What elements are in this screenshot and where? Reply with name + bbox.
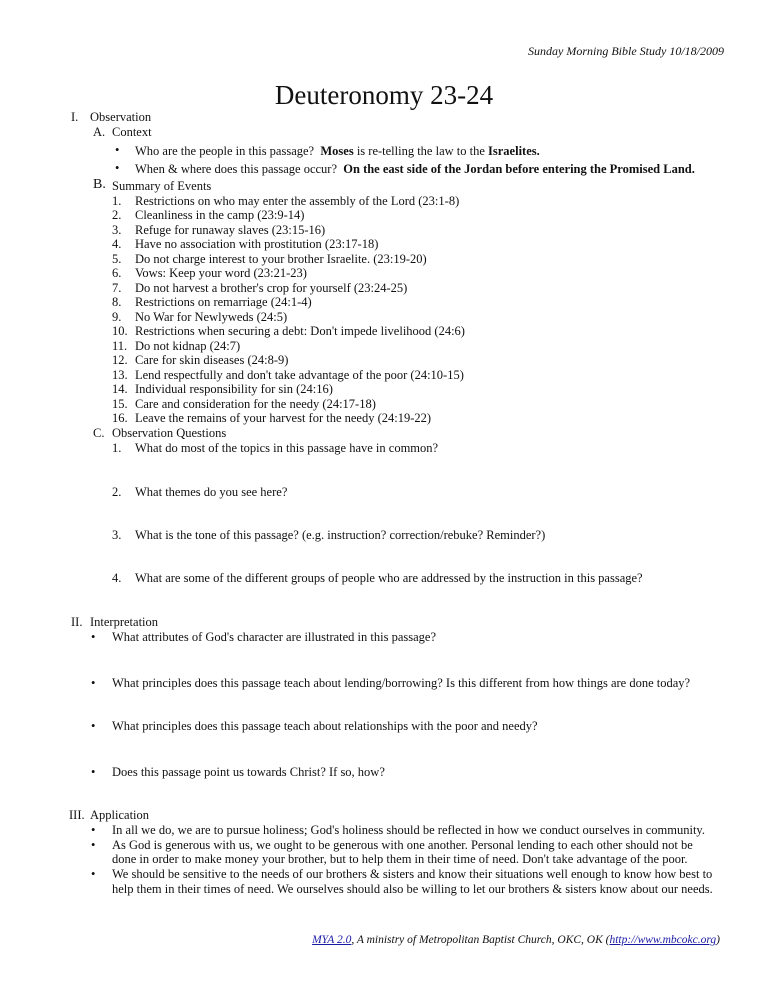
item-number: 6. xyxy=(112,266,122,280)
ministry-link[interactable]: MYA 2.0 xyxy=(312,934,352,946)
observation-question: What is the tone of this passage? (e.g. instruction? correction/rebuke? Reminder?) xyxy=(135,528,546,542)
context-line-2 xyxy=(135,162,695,177)
bullet-icon: • xyxy=(115,161,120,175)
bullet-icon: • xyxy=(91,676,96,690)
subsection-letter: C. xyxy=(93,426,105,440)
bullet-icon: • xyxy=(91,765,96,779)
item-number: 13. xyxy=(112,368,128,382)
observation-question: What themes do you see here? xyxy=(135,485,288,499)
item-number: 15. xyxy=(112,397,128,411)
subsection-letter: A. xyxy=(93,125,106,139)
summary-item: Restrictions when securing a debt: Don't impede livelihood (24:6) xyxy=(135,324,465,338)
summary-item: Restrictions on who may enter the assembly of the Lord (23:1-8) xyxy=(135,194,460,208)
interpretation-question: What principles does this passage teach about relationships with the poor and needy? xyxy=(112,719,538,733)
roman-numeral: I. xyxy=(71,110,79,124)
item-number: 10. xyxy=(112,324,128,338)
application-text: help them in their times of need. We ourselves should also be willing to let our brothers & sisters know about our needs. xyxy=(112,882,713,896)
item-number: 3. xyxy=(112,223,122,237)
context-line-1 xyxy=(135,144,540,159)
context-answer: is re-telling the law to the xyxy=(353,144,489,158)
context-answer-bold: Moses xyxy=(320,144,354,158)
item-number: 2. xyxy=(112,208,122,222)
footer-close: ) xyxy=(716,934,720,946)
summary-item: Individual responsibility for sin (24:16) xyxy=(135,382,333,396)
context-answer-bold: On the east side of the Jordan before entering the Promised Land. xyxy=(343,162,695,176)
page-title: Deuteronomy 23-24 xyxy=(274,80,494,110)
summary-item: Lend respectfully and don't take advantage of the poor (24:10-15) xyxy=(135,368,464,382)
website-link[interactable]: http://www.mbcokc.org xyxy=(609,934,717,946)
summary-item: Do not kidnap (24:7) xyxy=(135,339,241,353)
subsection-heading: Observation Questions xyxy=(112,426,227,440)
application-text: As God is generous with us, we ought to be generous with one another. Personal lending to each other should not be xyxy=(112,838,693,852)
summary-item: Care and consideration for the needy (24:17-18) xyxy=(135,397,376,411)
item-number: 12. xyxy=(112,353,128,367)
subsection-heading: Summary of Events xyxy=(112,179,212,193)
summary-item: Do not harvest a brother's crop for yourself (23:24-25) xyxy=(135,281,408,295)
summary-item: Care for skin diseases (24:8-9) xyxy=(135,353,289,367)
application-text: done in order to make money your brother, but to help them in their time of need. Don't take advantage of the poor. xyxy=(112,852,688,866)
context-answer-bold: Israelites. xyxy=(488,144,540,158)
item-number: 4. xyxy=(112,237,122,251)
summary-item: Leave the remains of your harvest for the needy (24:19-22) xyxy=(135,411,432,425)
roman-numeral: III. xyxy=(69,808,85,822)
bullet-icon: • xyxy=(91,719,96,733)
summary-item: Do not charge interest to your brother Israelite. (23:19-20) xyxy=(135,252,427,266)
bullet-icon: • xyxy=(115,143,120,157)
item-number: 16. xyxy=(112,411,128,425)
subsection-heading: Context xyxy=(112,125,152,139)
item-number: 1. xyxy=(112,194,122,208)
subsection-letter: B. xyxy=(93,177,106,192)
observation-question: What do most of the topics in this passage have in common? xyxy=(135,441,439,455)
bullet-icon: • xyxy=(91,867,96,881)
item-number: 9. xyxy=(112,310,122,324)
context-question: Who are the people in this passage? xyxy=(135,144,315,158)
item-number: 11. xyxy=(112,339,128,353)
section-heading: Interpretation xyxy=(90,615,159,629)
summary-item: Cleanliness in the camp (23:9-14) xyxy=(135,208,305,222)
summary-item: No War for Newlyweds (24:5) xyxy=(135,310,288,324)
application-text: We should be sensitive to the needs of our brothers & sisters and know their situations well enough to know how best to xyxy=(112,867,713,881)
item-number: 14. xyxy=(112,382,128,396)
bullet-icon: • xyxy=(91,823,96,837)
summary-item: Have no association with prostitution (23:17-18) xyxy=(135,237,379,251)
item-number: 5. xyxy=(112,252,122,266)
application-text: In all we do, we are to pursue holiness; God's holiness should be reflected in how we conduct ourselves in community. xyxy=(112,823,705,837)
context-question: When & where does this passage occur? xyxy=(135,162,338,176)
interpretation-question: Does this passage point us towards Christ? If so, how? xyxy=(112,765,385,779)
item-number: 7. xyxy=(112,281,122,295)
page-header: Sunday Morning Bible Study 10/18/2009 xyxy=(528,44,724,58)
interpretation-question: What attributes of God's character are illustrated in this passage? xyxy=(112,630,437,644)
roman-numeral: II. xyxy=(71,615,83,629)
item-number: 2. xyxy=(112,485,122,499)
observation-question: What are some of the different groups of people who are addressed by the instruction in this passage? xyxy=(135,571,643,585)
bullet-icon: • xyxy=(91,630,96,644)
summary-item: Refuge for runaway slaves (23:15-16) xyxy=(135,223,326,237)
page-footer xyxy=(312,934,720,946)
item-number: 4. xyxy=(112,571,122,585)
item-number: 1. xyxy=(112,441,122,455)
summary-item: Vows: Keep your word (23:21-23) xyxy=(135,266,307,280)
item-number: 8. xyxy=(112,295,122,309)
item-number: 3. xyxy=(112,528,122,542)
interpretation-question: What principles does this passage teach about lending/borrowing? Is this different from how things are done today? xyxy=(112,676,691,690)
footer-text: , A ministry of Metropolitan Baptist Church, OKC, OK ( xyxy=(351,934,610,946)
section-heading: Application xyxy=(90,808,150,822)
summary-item: Restrictions on remarriage (24:1-4) xyxy=(135,295,312,309)
section-heading: Observation xyxy=(90,110,152,124)
bullet-icon: • xyxy=(91,838,96,852)
